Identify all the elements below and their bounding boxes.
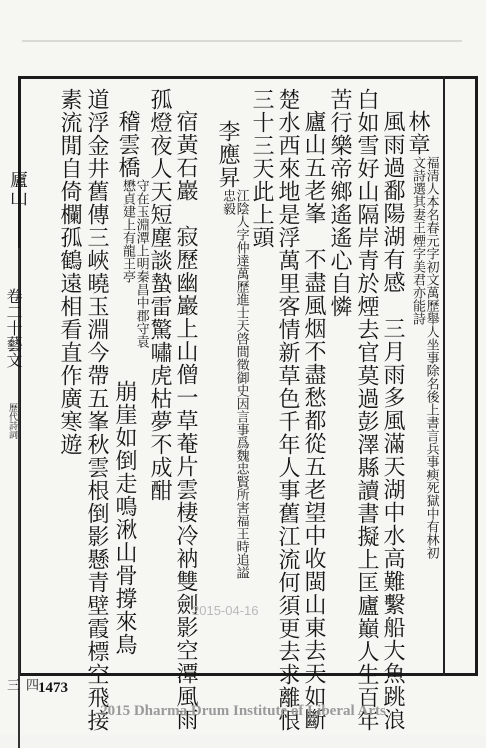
author-name: 林章 [405,110,430,156]
text-column-3: 白如雪好山隔岸青於煙去官莫過彭澤縣讀書擬上匡廬巔人生百年 [354,88,379,732]
text-column-2: 風雨過鄱陽湖有感 三月雨多風滿天湖中水高難繫船大魚跳浪 [380,110,405,731]
text-column-8 [216,120,248,589]
spine-subsection: 歷代詩詞 [7,403,17,439]
text-column-13: 素流閒自倚欄孤鶴遠相看直作廣寒遊 [57,88,82,456]
text-column-12: 道浮金井舊傳三峽曉玉淵今帶五峯秋雲根倒影懸青壁霞標空飛接 [84,88,109,732]
text-column-1 [406,110,438,566]
author-note: 福清人本名春元字初文萬歷舉人坐事除名後上書言兵事瘐死獄中有林初文詩選其妻王煙字美君亦能詩 [410,156,439,559]
spine-leaf-number: 四三 [4,678,38,691]
spine-title: 廬山 [7,170,28,206]
text-column-6: 楚水西來地是浮萬里客情新草色千年人事舊江流何須更去求離恨 [275,88,300,732]
right-frame-rule [443,76,445,676]
spine-margin [0,78,38,691]
poem-note: 守在玉淵潭上明秦昌中郡守袁懋貞建上有龍王亭 [120,179,149,348]
author-note: 江陰人字仲達萬歷進士天啓間徵御史因言事爲魏忠賢所害福王時追謚忠毅 [220,189,249,579]
text-column-11b: 崩崖如倒走鳴湫山骨撐來鳥 [112,380,137,656]
text-column-10: 孤燈夜人天短塵談蟄雷驚嘯虎枯夢不成酣 [147,88,172,502]
text-column-5: 廬山五老峯 不盡風烟不盡愁都從五老望中收閩山東去天如斷 [301,110,326,731]
poem-title: 稽雲橋 [115,110,140,179]
text-column-9: 宿黃石巖 寂歷幽巖上山僧一草菴片雲棲冷衲雙劍影空潭風雨 [173,110,198,731]
top-shadow-line [22,40,462,42]
text-column-11 [116,110,148,349]
page-number: 1473 [38,680,68,696]
author-name: 李應昇 [215,120,240,189]
text-column-7: 三十三天此上頭 [249,88,274,249]
text-column-4: 苦行樂帝鄉遙遙心自憐 [327,88,352,318]
watermark-date: 2015-04-16 [192,603,259,618]
footer-credit: 2015 Dharma Drum Institute of Liberal Arts [100,703,386,719]
spine-section: 卷二十藝文 [4,288,23,368]
